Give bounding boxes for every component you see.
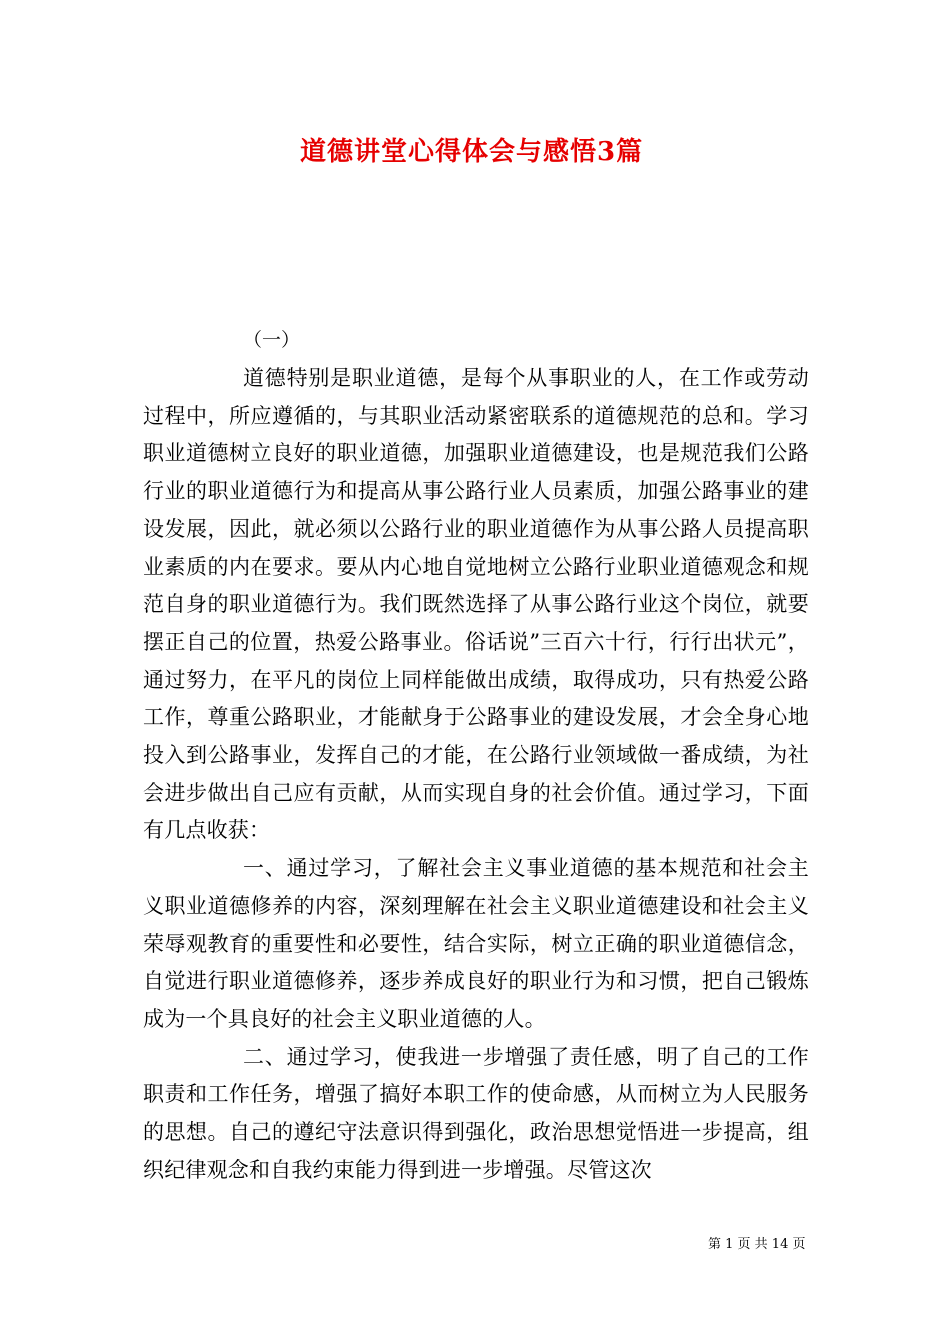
paragraph: 二、通过学习，使我进一步增强了责任感，明了自己的工作职责和工作任务，增强了搞好本职工作的使命感，从而树立为人民服务的思想。自己的遵纪守法意识得到强化，政治思想觉悟进一步提高，组织纪律观念和自我约束能力得到进一步增强。尽管这次 [143,1044,809,1182]
paragraph: 道德特别是职业道德，是每个从事职业的人，在工作或劳动过程中，所应遵循的，与其职业活动紧密联系的道德规范的总和。学习职业道德树立良好的职业道德，加强职业道德建设，也是规范我们公路行业的职业道德行为和提高从事公路行业人员素质，加强公路事业的建设发展，因此，就必须以公路行业的职业道德作为从事公路人员提高职业素质的内在要求。要从内心地自觉地树立公路行业职业道德观念和规范自身的职业道德行为。我们既然选择了从事公路行业这个岗位，就要摆正自己的位置，热爱公路事业。俗话说”三百六十行，行行出状元”，通过努力，在平凡的岗位上同样能做出成绩，取得成功，只有热爱公路工作，尊重公路职业，才能献身于公路事业的建设发展，才会全身心地投入到公路事业，发挥自己的才能，在公路行业领域做一番成绩，为社会进步做出自己应有贡献，从而实现自身的社会价值。通过学习，下面有几点收获： [143,366,809,843]
document-title: 道德讲堂心得体会与感悟3篇 [300,137,644,167]
document-body [143,360,809,1189]
section-label: （一） [243,329,301,351]
paragraph: 一、通过学习，了解社会主义事业道德的基本规范和社会主义职业道德修养的内容，深刻理解在社会主义职业道德建设和社会主义荣辱观教育的重要性和必要性，结合实际，树立正确的职业道德信念，自觉进行职业道德修养，逐步养成良好的职业行为和习惯，把自己锻炼成为一个具良好的社会主义职业道德的人。 [143,856,809,1031]
page-number-footer: 第 1 页 共 14 页 [708,1237,806,1252]
